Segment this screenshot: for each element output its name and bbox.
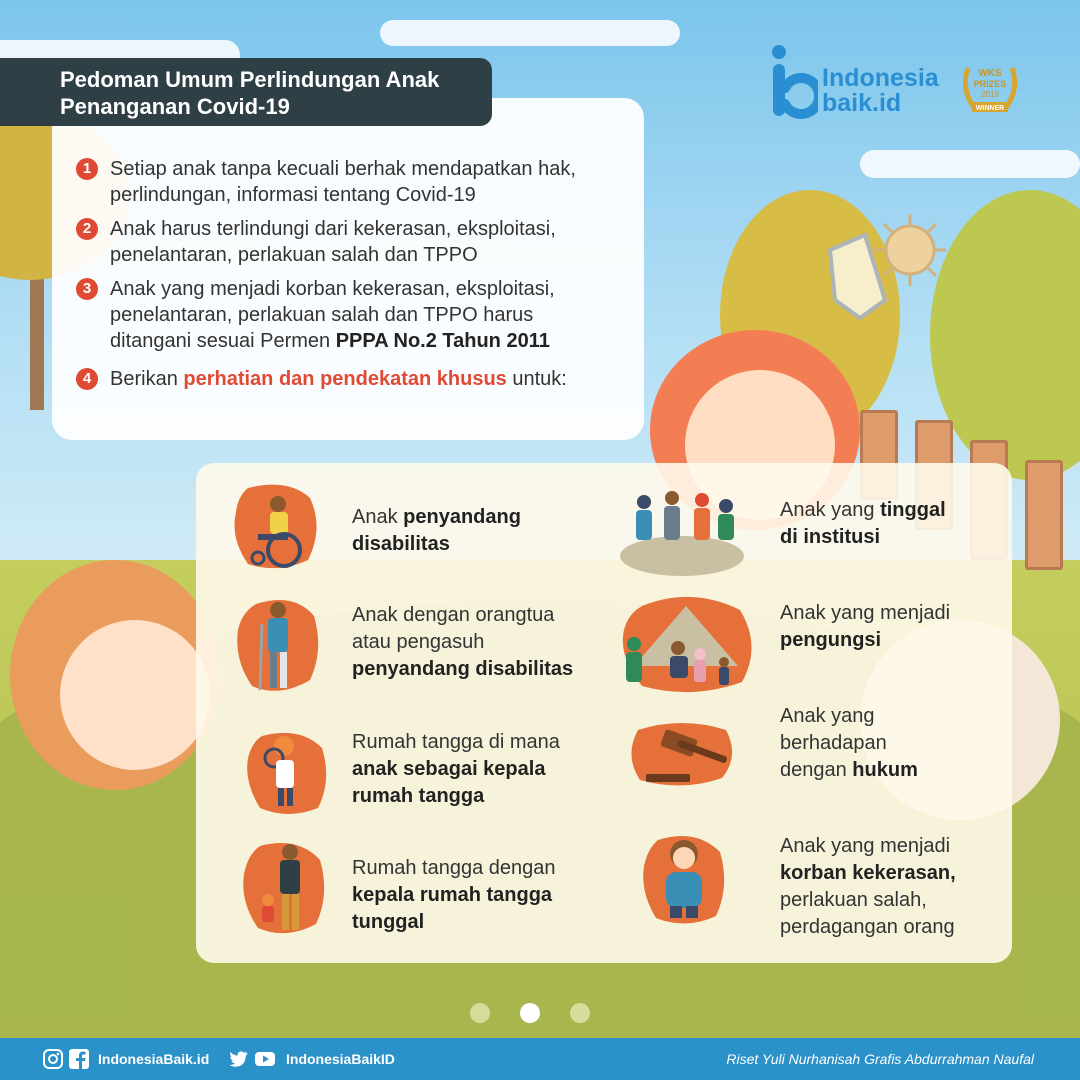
point-number: 4 (76, 368, 98, 390)
award-laurel-icon (958, 60, 1022, 120)
point-number: 3 (76, 278, 98, 300)
child-head-of-household-icon (240, 720, 334, 820)
point-number: 2 (76, 218, 98, 240)
twitter-icon[interactable] (228, 1048, 250, 1070)
institution-group-icon (614, 480, 748, 580)
group-text-bold: penyandang disabilitas (352, 658, 574, 680)
group-child-head-household (352, 729, 560, 810)
point-text: Setiap anak tanpa kecuali berhak mendapatkan hak, (110, 158, 576, 180)
group-text: perlakuan salah, (780, 889, 927, 911)
award-text-1: WKS (978, 68, 1002, 79)
group-single-parent (352, 855, 556, 936)
group-institution (780, 497, 946, 551)
point-text: ditangani sesuai Permen (110, 330, 336, 352)
group-text-bold: rumah tangga (352, 785, 485, 807)
group-refugee (780, 600, 950, 654)
guideline-point-3 (76, 276, 555, 354)
group-text-bold: tunggal (352, 911, 425, 933)
page-dot-1[interactable] (470, 1003, 490, 1023)
guidelines-panel (52, 98, 644, 440)
point-text: penelantaran, perlakuan salah dan TPPO (110, 244, 478, 266)
group-text: Anak (352, 506, 404, 528)
group-text: Anak dengan orangtua (352, 604, 555, 626)
logo-mark-icon (770, 44, 818, 120)
group-disabled-parent (352, 602, 573, 683)
page-title-line-1: Pedoman Umum Perlindungan Anak (60, 67, 440, 92)
page-title-line-2: Penanganan Covid-19 (60, 94, 290, 119)
point-number: 1 (76, 158, 98, 180)
group-text-bold: kepala rumah tangga (352, 884, 553, 906)
group-text: Anak yang (780, 499, 881, 521)
group-text: Rumah tangga di mana (352, 731, 560, 753)
group-text: Anak yang (780, 705, 875, 727)
award-text-2: PRIZES (973, 79, 1007, 89)
group-text-bold: hukum (852, 759, 918, 781)
logo-text-line-2: baik.id (822, 89, 902, 117)
award-text-4: WINNER (975, 105, 1005, 112)
footer-website[interactable]: IndonesiaBaik.id (98, 1051, 210, 1067)
group-text-bold: tinggal (880, 499, 946, 521)
point-text: Anak harus terlindungi dari kekerasan, eksploitasi, (110, 218, 556, 240)
footer-credit: Riset Yuli Nurhanisah Grafis Abdurrahman Naufal (726, 1051, 1034, 1067)
parent-crutch-icon (230, 590, 326, 700)
group-disabled-child (352, 504, 521, 558)
gavel-icon (622, 712, 742, 792)
guideline-point-2 (76, 216, 556, 268)
indonesiabaik-logo[interactable] (770, 44, 950, 120)
point-text: Anak yang menjadi korban kekerasan, eksploitasi, (110, 278, 555, 300)
group-text-bold: disabilitas (352, 533, 450, 555)
page-dot-3[interactable] (570, 1003, 590, 1023)
group-text: dengan (780, 759, 853, 781)
youtube-icon[interactable] (254, 1048, 276, 1070)
group-text-bold: pengungsi (780, 629, 882, 651)
group-text-bold: penyandang (403, 506, 521, 528)
group-text-bold: di institusi (780, 526, 880, 548)
group-text: Anak yang menjadi (780, 602, 951, 624)
highlight-text: perhatian dan pendekatan khusus (183, 368, 507, 390)
group-text: Anak yang menjadi (780, 835, 951, 857)
sad-child-icon (636, 826, 732, 930)
footer-social-handle[interactable]: IndonesiaBaikID (286, 1051, 395, 1067)
guideline-point-4 (76, 366, 567, 392)
group-text: berhadapan (780, 732, 887, 754)
title-bar (0, 58, 492, 126)
group-law (780, 703, 918, 784)
group-text: Rumah tangga dengan (352, 857, 556, 879)
page-dot-2[interactable] (520, 1003, 540, 1023)
refugee-tent-icon (612, 586, 762, 700)
group-text: perdagangan orang (780, 916, 955, 938)
guideline-point-1 (76, 156, 576, 208)
group-violence-victim (780, 833, 956, 941)
point-text: perlindungan, informasi tentang Covid-19 (110, 184, 476, 206)
single-parent-icon (236, 832, 332, 942)
award-text-3: 2019 (981, 90, 999, 99)
point-text: Berikan (110, 368, 184, 390)
pagination (470, 1003, 590, 1023)
logo-text-line-1: Indonesia (822, 64, 939, 92)
group-text: atau pengasuh (352, 631, 485, 653)
footer-bar (0, 1038, 1080, 1080)
wheelchair-child-icon (228, 478, 324, 574)
instagram-icon[interactable] (42, 1048, 64, 1070)
point-text: penelantaran, perlakuan salah dan TPPO harus (110, 304, 534, 326)
facebook-icon[interactable] (68, 1048, 90, 1070)
point-text: untuk: (506, 368, 567, 390)
group-text-bold: korban kekerasan, (780, 862, 956, 884)
regulation-reference: PPPA No.2 Tahun 2011 (335, 330, 550, 352)
group-text-bold: anak sebagai kepala (352, 758, 546, 780)
